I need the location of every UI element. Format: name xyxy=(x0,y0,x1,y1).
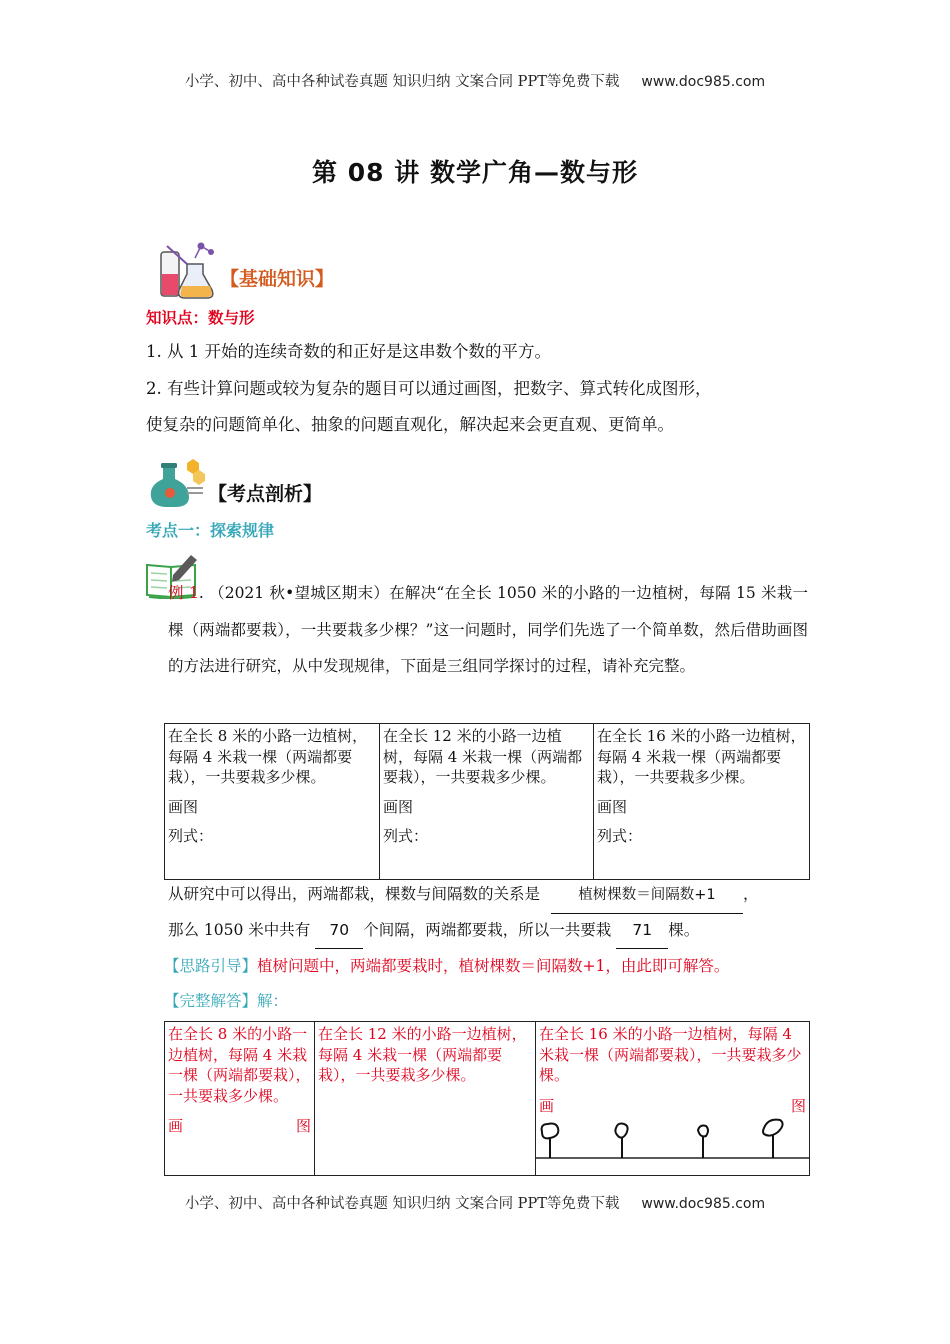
tree-drawing xyxy=(536,1110,810,1176)
hint-line xyxy=(164,948,729,984)
tree-2 xyxy=(615,1124,627,1159)
page-footer xyxy=(0,1192,950,1213)
cell-formula-label: 列式： xyxy=(168,827,214,845)
table-cell xyxy=(380,724,594,880)
table-cell xyxy=(165,724,380,880)
page-header xyxy=(0,70,950,91)
conclusion-line-2 xyxy=(168,912,699,949)
hint-label: 【思路引导】 xyxy=(164,957,258,975)
tree-4 xyxy=(763,1120,783,1158)
hint-text: 植树问题中，两端都要栽时，植树棵数＝间隔数+1，由此即可解答。 xyxy=(257,957,730,975)
answer-label: 【完整解答】 xyxy=(164,992,258,1010)
trees-answer: 71 xyxy=(616,912,668,949)
draw-label-right: 图 xyxy=(790,1096,806,1115)
knowledge-point-title: 知识点：数与形 xyxy=(146,308,255,327)
cell-draw-label: 画图 xyxy=(168,797,199,816)
footer-text: 小学、初中、高中各种试卷真题 知识归纳 文案合同 PPT等免费下载 xyxy=(184,1196,620,1212)
example-label: 例 1 xyxy=(168,584,199,602)
flask-icon xyxy=(157,238,219,302)
draw-label-right: 图 xyxy=(295,1117,311,1135)
cell-question: 在全长 16 米的小路一边植树，每隔 4 米栽一棵（两端都要栽），一共要栽多少棵。 xyxy=(597,727,806,786)
relation-answer: 植树棵数＝间隔数+1 xyxy=(551,877,743,914)
header-site: www.doc985.com xyxy=(641,74,766,90)
conclusion-line-1 xyxy=(168,876,758,914)
cell-draw-label xyxy=(168,1116,311,1137)
cell-question: 在全长 12 米的小路一边植树，每隔 4 米栽一棵（两端都要栽），一共要栽多少棵。 xyxy=(383,727,583,786)
exercise-table xyxy=(164,723,810,880)
basic-item-2-line1: 2. 有些计算问题或较为复杂的题目可以通过画图，把数字、算式转化成图形， xyxy=(146,379,712,398)
intervals-answer: 70 xyxy=(315,912,363,949)
beaker-icon xyxy=(147,457,205,509)
answer-line xyxy=(164,983,288,1019)
tree-1 xyxy=(542,1124,559,1159)
cell-formula-label: 列式： xyxy=(597,827,643,845)
table-cell xyxy=(594,724,810,880)
cell-draw-label: 画图 xyxy=(597,797,628,816)
cell-question: 在全长 16 米的小路一边植树，每隔 4 米栽一棵（两端都要栽），一共要栽多少棵。 xyxy=(539,1025,802,1084)
table-cell xyxy=(315,1022,536,1176)
conclusion-text: 那么 1050 米中共有 xyxy=(168,921,311,939)
cell-formula-label: 列式： xyxy=(383,827,429,845)
conclusion-text: 棵。 xyxy=(668,921,700,939)
table-cell xyxy=(165,1022,315,1176)
basic-item-1: 1. 从 1 开始的连续奇数的和正好是这串数个数的平方。 xyxy=(146,342,551,361)
table-cell xyxy=(536,1022,810,1176)
cell-question: 在全长 8 米的小路一边植树，每隔 4 米栽一棵（两端都要栽），一共要栽多少棵。 xyxy=(168,1025,311,1105)
answer-table xyxy=(164,1021,810,1176)
conclusion-text: 从研究中可以得出，两端都栽，棵数与间隔数的关系是 xyxy=(168,885,541,903)
conclusion-punct: ， xyxy=(742,885,759,903)
tree-3 xyxy=(698,1126,708,1159)
draw-label-left: 画 xyxy=(168,1117,184,1135)
example-text: . （2021 秋•望城区期末）在解决“在全长 1050 米的小路的一边植树，每隔 15 米栽一棵（两端都要栽），一共要栽多少棵？”这一问题时，同学们先选了一个简单数，然后借助画图的方法进行研究，从中发现规律，下面是三组同学探讨的过程，请补充完整。 xyxy=(168,584,808,675)
example-1 xyxy=(168,575,808,685)
exam-point-title: 考点一：探索规律 xyxy=(146,521,275,540)
section-basic-heading: 【基础知识】 xyxy=(220,268,335,290)
answer-text: 解： xyxy=(257,992,289,1010)
section-analysis-heading: 【考点剖析】 xyxy=(208,483,323,505)
footer-site: www.doc985.com xyxy=(641,1196,766,1212)
cell-draw-label: 画图 xyxy=(383,797,414,816)
cell-question: 在全长 8 米的小路一边植树，每隔 4 米栽一棵（两端都要栽），一共要栽多少棵。 xyxy=(168,727,368,786)
cell-question: 在全长 12 米的小路一边植树，每隔 4 米栽一棵（两端都要栽），一共要栽多少棵。 xyxy=(318,1025,527,1084)
header-text: 小学、初中、高中各种试卷真题 知识归纳 文案合同 PPT等免费下载 xyxy=(184,74,620,90)
page-title: 第 08 讲 数学广角—数与形 xyxy=(312,158,638,187)
conclusion-text: 个间隔，两端都要栽，所以一共要栽 xyxy=(363,921,612,939)
basic-item-2-line2: 使复杂的问题简单化、抽象的问题直观化，解决起来会更直观、更简单。 xyxy=(146,415,674,434)
draw-label-left: 画 xyxy=(539,1096,555,1115)
